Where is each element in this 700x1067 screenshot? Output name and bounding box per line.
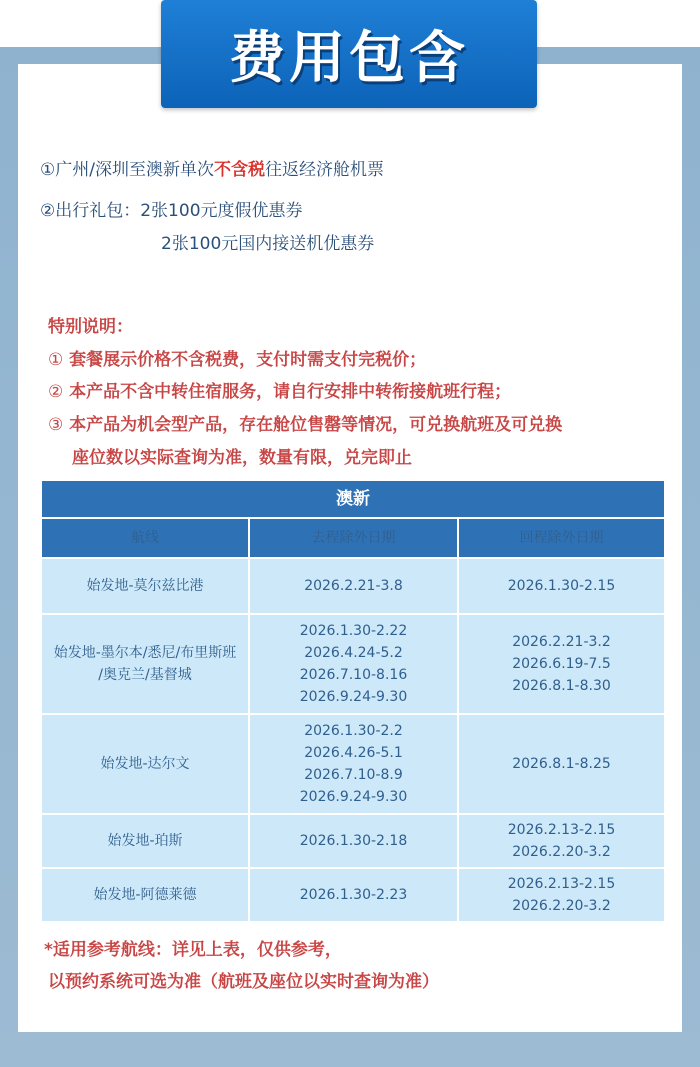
return-date: 2026.1.30-2.15 [507, 578, 616, 594]
route-text: 始发地-莫尔兹比港 [86, 578, 204, 594]
exclusion-table [40, 479, 666, 923]
route-text: /奥克兰/基督城 [98, 667, 192, 683]
note-item-3-num: ③ [48, 415, 64, 435]
return-date: 2026.2.20-3.2 [512, 898, 611, 914]
note-item-1-text: 套餐展示价格不含税费，支付时需支付完税价； [69, 350, 427, 370]
route-cell [41, 868, 249, 922]
table-caption: 澳新 [41, 480, 665, 518]
outbound-date: 2026.1.30-2.22 [299, 623, 408, 639]
page-title: 费用包含 [229, 26, 469, 91]
return-cell [458, 714, 665, 814]
outbound-date: 2026.1.30-2.2 [304, 723, 403, 739]
outbound-cell [249, 814, 458, 868]
outbound-cell [249, 868, 458, 922]
outbound-date: 2026.1.30-2.18 [299, 833, 408, 849]
route-text: 始发地-珀斯 [107, 833, 183, 849]
include-item-1-prefix: ①广州/深圳至澳新单次 [40, 160, 214, 180]
include-item-2-cont: 2张100元国内接送机优惠券 [161, 234, 375, 254]
note-item-3 [48, 410, 562, 435]
route-text: 始发地-墨尔本/悉尼/布里斯班 [53, 645, 237, 661]
note-item-2-text: 本产品不含中转住宿服务，请自行安排中转衔接航班行程； [69, 382, 512, 402]
note-item-1-num: ① [48, 350, 64, 370]
outbound-date: 2026.4.24-5.2 [304, 645, 403, 661]
outbound-cell [249, 558, 458, 614]
col-header-outbound: 去程除外日期 [249, 518, 458, 558]
outbound-date: 2026.1.30-2.23 [299, 887, 408, 903]
table-row [41, 558, 665, 614]
notes-title: 特别说明： [48, 317, 133, 337]
route-cell [41, 558, 249, 614]
note-item-3-text: 本产品为机会型产品，存在舱位售罄等情况，可兑换航班及可兑换 [69, 415, 563, 435]
note-item-2 [48, 377, 511, 402]
return-date: 2026.8.1-8.25 [512, 756, 611, 772]
return-date: 2026.2.13-2.15 [507, 822, 616, 838]
col-header-route: 航线 [41, 518, 249, 558]
outbound-date: 2026.9.24-9.30 [299, 789, 408, 805]
note-item-1 [48, 345, 426, 370]
table-row [41, 868, 665, 922]
include-item-1-suffix: 往返经济舱机票 [264, 160, 384, 180]
outbound-cell [249, 714, 458, 814]
route-cell [41, 714, 249, 814]
note-item-3-cont: 座位数以实际查询为准，数量有限，兑完即止 [72, 448, 412, 468]
include-item-2: ②出行礼包：2张100元度假优惠券 [40, 201, 303, 221]
outbound-date: 2026.9.24-9.30 [299, 689, 408, 705]
return-date: 2026.2.20-3.2 [512, 844, 611, 860]
outbound-date: 2026.4.26-5.1 [304, 745, 403, 761]
outbound-date: 2026.7.10-8.16 [299, 667, 408, 683]
route-cell [41, 614, 249, 714]
return-cell [458, 614, 665, 714]
return-cell [458, 558, 665, 614]
include-item-1-highlight: 不含税 [213, 160, 265, 180]
return-date: 2026.8.1-8.30 [512, 678, 611, 694]
note-item-2-num: ② [48, 382, 64, 402]
outbound-date: 2026.7.10-8.9 [304, 767, 403, 783]
route-text: 始发地-阿德莱德 [93, 887, 197, 903]
table-row [41, 614, 665, 714]
header-badge [161, 0, 537, 108]
footer-note-2: 以预约系统可选为准（航班及座位以实时查询为准） [48, 972, 439, 992]
include-item-1 [40, 155, 384, 180]
return-cell [458, 814, 665, 868]
outbound-date: 2026.2.21-3.8 [304, 578, 403, 594]
route-text: 始发地-达尔文 [100, 756, 190, 772]
footer-note-1: *适用参考航线：详见上表，仅供参考， [44, 940, 342, 960]
return-date: 2026.6.19-7.5 [512, 656, 611, 672]
route-cell [41, 814, 249, 868]
col-header-return: 回程除外日期 [458, 518, 665, 558]
return-date: 2026.2.21-3.2 [512, 634, 611, 650]
outbound-cell [249, 614, 458, 714]
table-row [41, 814, 665, 868]
table-row [41, 714, 665, 814]
return-cell [458, 868, 665, 922]
return-date: 2026.2.13-2.15 [507, 876, 616, 892]
